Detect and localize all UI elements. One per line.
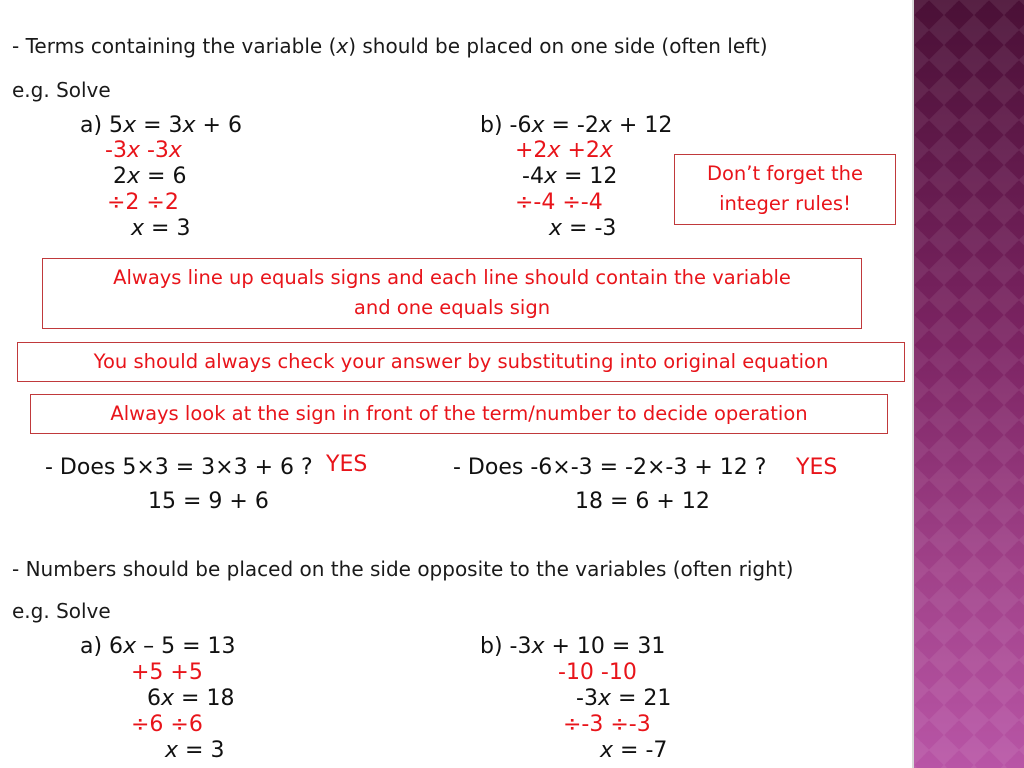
eq2b-line5: x = -7 [600, 738, 668, 763]
eq2a-line5: x = 3 [165, 738, 225, 763]
eq2a-line2: +5 +5 [131, 660, 203, 685]
eq1b-line2: +2x +2x [515, 138, 613, 163]
eq2b-line3: -3x = 21 [576, 686, 672, 711]
check-a-question: - Does 5×3 = 3×3 + 6 ? [45, 455, 313, 480]
eq2a-line4: ÷6 ÷6 [131, 712, 203, 737]
rule-variables-one-side: - Terms containing the variable (x) should be placed on one side (often left) [12, 34, 768, 58]
line-up-line2: and one equals sign [353, 296, 551, 319]
eq1a-line2: -3x -3x [105, 138, 182, 163]
check-b-question: - Does -6×-3 = -2×-3 + 12 ? [453, 455, 767, 480]
eq1b-line1: b) -6x = -2x + 12 [480, 113, 673, 138]
eq2b-line2: -10 -10 [558, 660, 637, 685]
eq1b-line4: ÷-4 ÷-4 [515, 190, 603, 215]
integer-rules-note [674, 154, 896, 225]
eq1a-line5: x = 3 [131, 216, 191, 241]
eq1a-line4: ÷2 ÷2 [107, 190, 179, 215]
line-up-equals-note [42, 258, 862, 329]
decorative-side-panel [912, 0, 1024, 768]
check-b-line: 18 = 6 + 12 [575, 489, 710, 514]
eq1a-line1: a) 5x = 3x + 6 [80, 113, 242, 138]
eq2a-line3: 6x = 18 [147, 686, 235, 711]
example-label-2: e.g. Solve [12, 599, 111, 623]
check-a-yes: YES [326, 452, 368, 477]
eq2b-line1: b) -3x + 10 = 31 [480, 634, 666, 659]
check-answer-note: You should always check your answer by substituting into original equation [17, 342, 905, 382]
check-a-line: 15 = 9 + 6 [148, 489, 269, 514]
rule-numbers-opposite-side: - Numbers should be placed on the side opposite to the variables (often right) [12, 557, 794, 581]
line-up-line1: Always line up equals signs and each line should contain the variable [113, 266, 791, 289]
sign-operation-note: Always look at the sign in front of the term/number to decide operation [30, 394, 888, 434]
check-b-yes: YES [796, 455, 838, 480]
eq2a-line1: a) 6x – 5 = 13 [80, 634, 236, 659]
integer-rules-line1: Don’t forget the [706, 162, 864, 185]
eq2b-line4: ÷-3 ÷-3 [563, 712, 651, 737]
eq1b-line5: x = -3 [549, 216, 617, 241]
eq1a-line3: 2x = 6 [113, 164, 187, 189]
integer-rules-line2: integer rules! [719, 192, 851, 215]
example-label-1: e.g. Solve [12, 78, 111, 102]
eq1b-line3: -4x = 12 [522, 164, 618, 189]
